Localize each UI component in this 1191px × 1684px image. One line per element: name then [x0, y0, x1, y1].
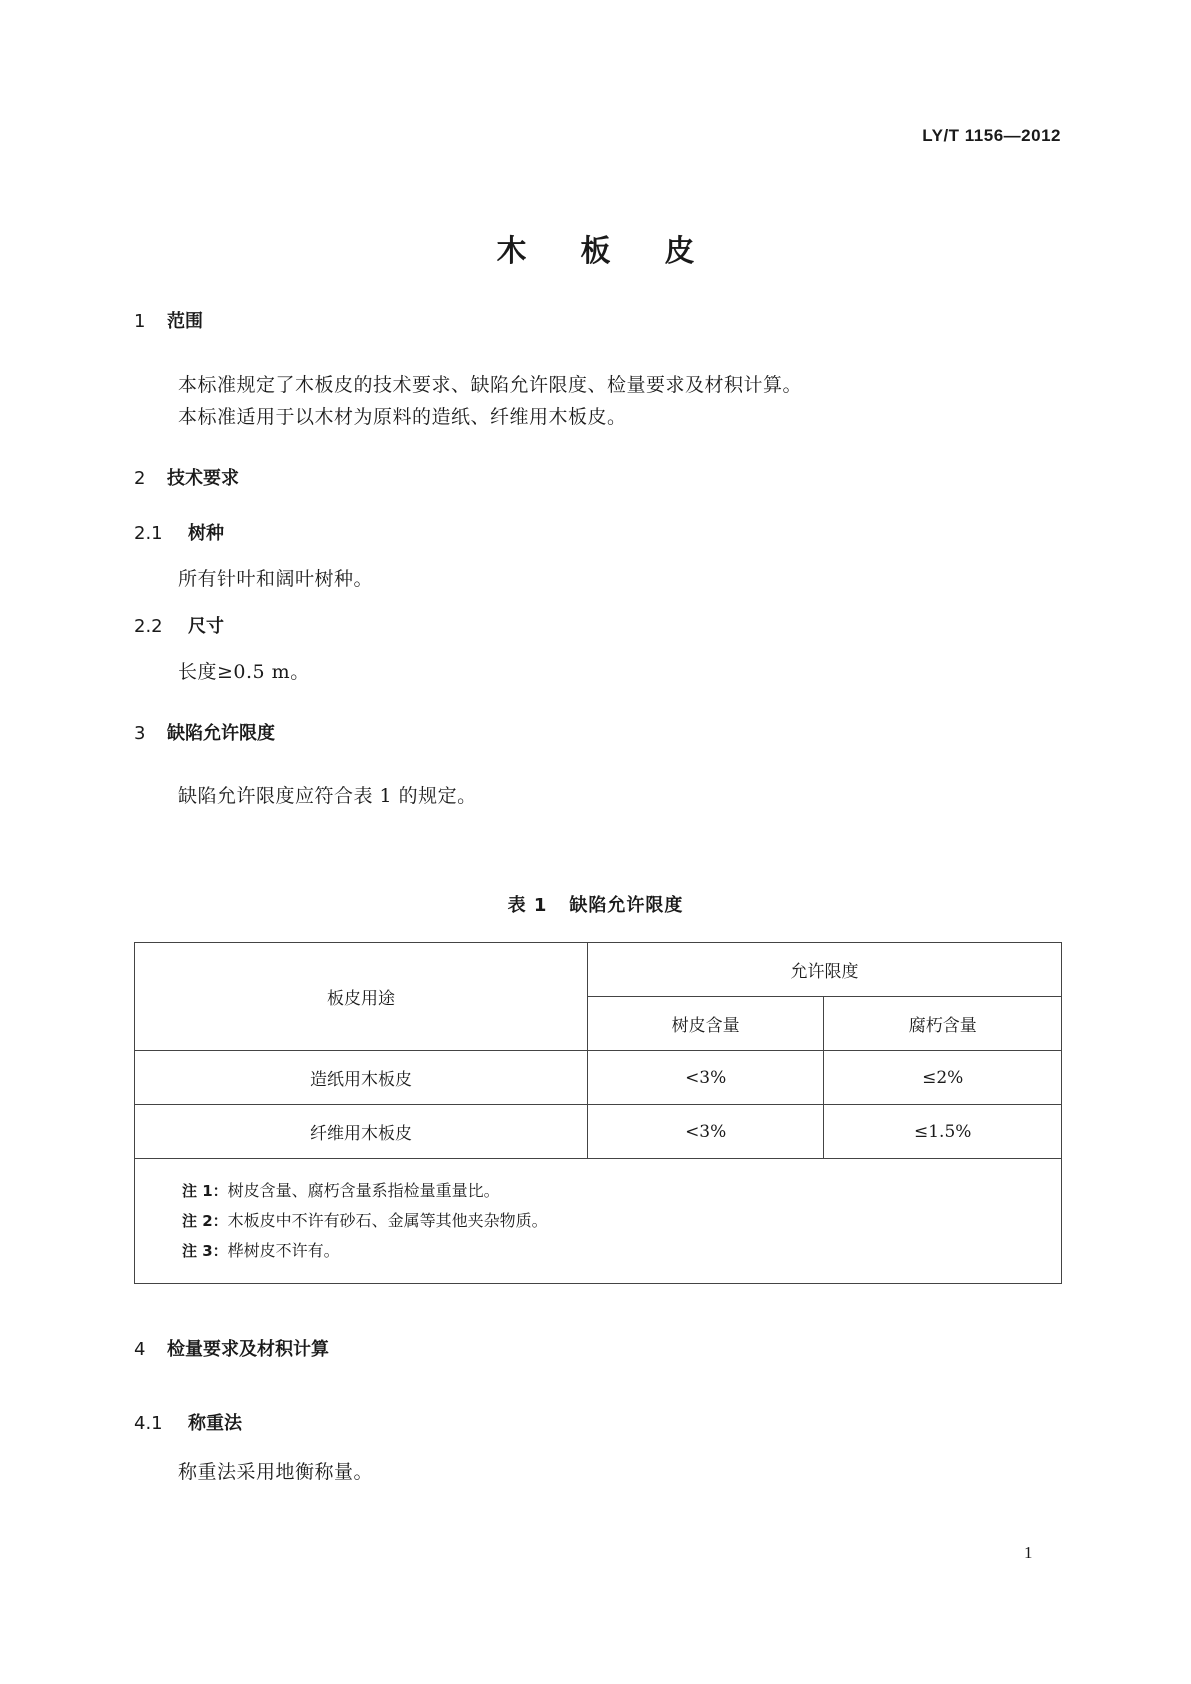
tree-species-paragraph: 所有针叶和阔叶树种。 — [178, 568, 374, 590]
section-number: 2.1 — [134, 523, 163, 544]
header-usage: 板皮用途 — [135, 943, 588, 1051]
cell-rot: ≤2% — [824, 1051, 1062, 1105]
size-paragraph: 长度≥0.5 m。 — [178, 661, 310, 683]
header-bark-content: 树皮含量 — [587, 997, 824, 1051]
page-number: 1 — [1024, 1543, 1033, 1562]
document-title: 木板皮 — [496, 234, 749, 269]
section-title: 缺陷允许限度 — [167, 723, 275, 744]
section-4-1-heading — [134, 1409, 242, 1435]
section-title: 技术要求 — [167, 468, 239, 489]
section-number: 2 — [134, 468, 146, 489]
table-header-row — [135, 943, 1062, 997]
section-1-heading — [134, 307, 203, 333]
section-title: 检量要求及材积计算 — [167, 1339, 329, 1360]
section-number: 2.2 — [134, 616, 163, 637]
defect-limit-paragraph: 缺陷允许限度应符合表 1 的规定。 — [178, 785, 477, 807]
cell-bark: <3% — [587, 1051, 824, 1105]
table-note — [182, 1236, 1061, 1266]
defect-limits-table — [134, 942, 1062, 1284]
section-title: 范围 — [167, 311, 203, 332]
note-label: 注 3： — [182, 1242, 228, 1260]
section-title: 树种 — [188, 523, 224, 544]
section-2-1-heading — [134, 519, 224, 545]
standard-code: LY/T 1156—2012 — [922, 126, 1061, 145]
note-text: 桦树皮不许有。 — [227, 1241, 340, 1260]
cell-usage: 纤维用木板皮 — [135, 1105, 588, 1159]
section-2-2-heading — [134, 612, 224, 638]
header-allowed-limit: 允许限度 — [587, 943, 1061, 997]
weighing-method-paragraph: 称重法采用地衡称量。 — [178, 1461, 374, 1483]
cell-bark: <3% — [587, 1105, 824, 1159]
table-caption — [0, 891, 1191, 917]
section-title: 尺寸 — [188, 616, 224, 637]
note-text: 木板皮中不许有砂石、金属等其他夹杂物质。 — [227, 1211, 548, 1230]
header-rot-content: 腐朽含量 — [824, 997, 1062, 1051]
cell-rot: ≤1.5% — [824, 1105, 1062, 1159]
note-text: 树皮含量、腐朽含量系指检量重量比。 — [227, 1181, 500, 1200]
scope-paragraph-2: 本标准适用于以木材为原料的造纸、纤维用木板皮。 — [178, 406, 627, 428]
section-number: 4 — [134, 1339, 146, 1360]
table-note — [182, 1206, 1061, 1236]
section-number: 3 — [134, 723, 146, 744]
section-3-heading — [134, 719, 275, 745]
section-number: 1 — [134, 311, 146, 332]
section-2-heading — [134, 464, 239, 490]
table-caption-title: 缺陷允许限度 — [569, 895, 684, 916]
table-note — [182, 1176, 1061, 1206]
table-row — [135, 1105, 1062, 1159]
table-row — [135, 1051, 1062, 1105]
cell-usage: 造纸用木板皮 — [135, 1051, 588, 1105]
note-label: 注 1： — [182, 1182, 228, 1200]
table-notes-row — [135, 1159, 1062, 1284]
note-label: 注 2： — [182, 1212, 228, 1230]
section-4-heading — [134, 1335, 329, 1361]
section-title: 称重法 — [188, 1413, 242, 1434]
section-number: 4.1 — [134, 1413, 163, 1434]
table-notes — [135, 1159, 1062, 1284]
scope-paragraph-1: 本标准规定了木板皮的技术要求、缺陷允许限度、检量要求及材积计算。 — [178, 374, 803, 396]
table-caption-number: 表 1 — [507, 895, 548, 916]
